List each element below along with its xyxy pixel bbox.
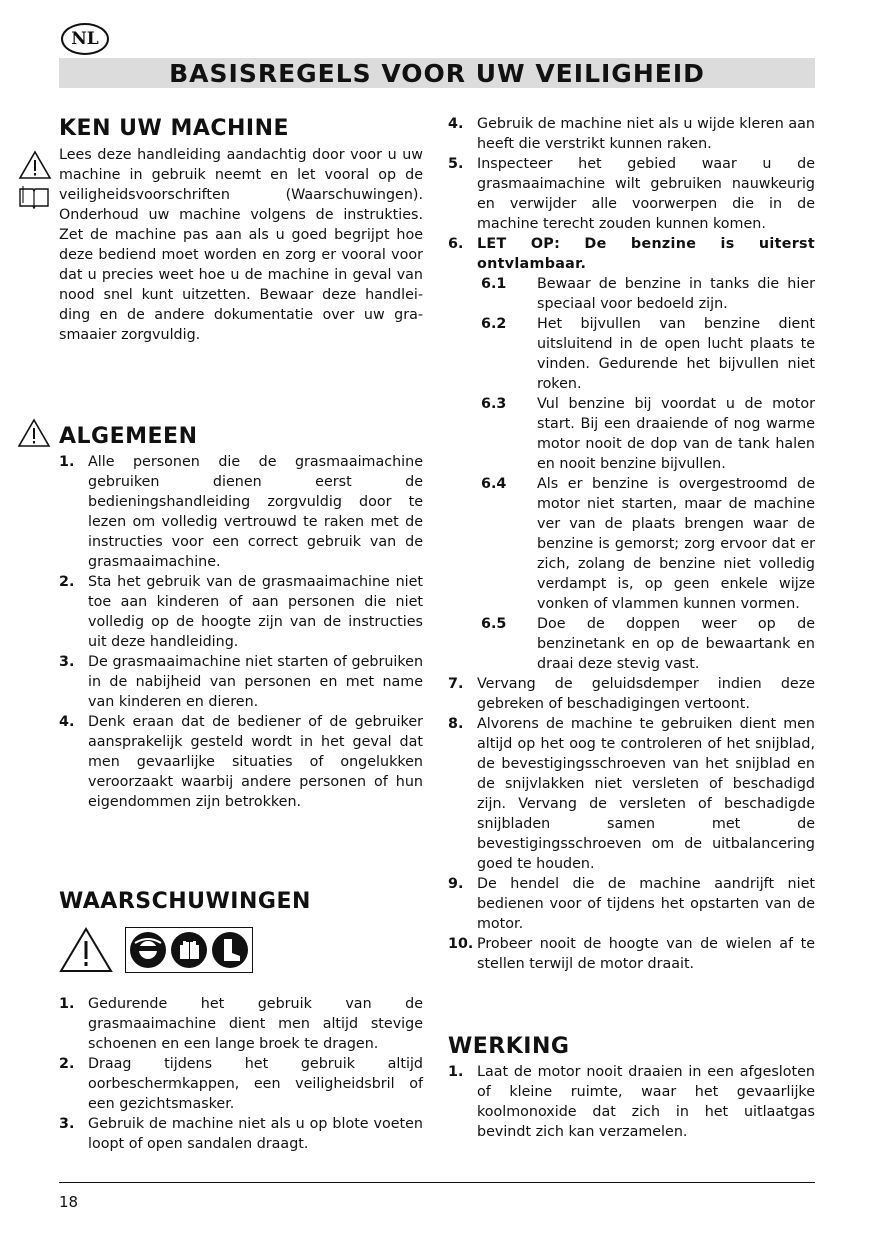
- list-item: [59, 652, 423, 712]
- list-item: [448, 714, 815, 874]
- item-number: 1.: [59, 996, 75, 1012]
- item-number: 4.: [59, 714, 75, 730]
- safety-boots-icon: [211, 931, 249, 969]
- sub-list-item: [481, 314, 815, 394]
- list-item: [448, 114, 815, 154]
- sub-item-text: Doe de doppen weer op de benzinetank en op de bewaartank en draai deze stevig vast.: [537, 616, 815, 672]
- item-text: Vervang de geluidsdemper indien deze gebreken of beschadigingen vertoont.: [477, 676, 815, 712]
- sub-list-item: [481, 614, 815, 674]
- list-item: [59, 572, 423, 652]
- sub-item-number: 6.4: [481, 476, 507, 492]
- item-number: 5.: [448, 156, 464, 172]
- sub-item-text: Het bijvullen van benzine dient uitsluitend in de open lucht plaats te vinden. Gedurende het bijvullen niet roken.: [537, 316, 815, 392]
- language-badge: NL: [61, 23, 109, 55]
- warning-triangle-icon: [18, 150, 52, 180]
- item-text: De grasmaaimachine niet starten of gebruiken in de nabijheid van personen en met name van kinderen en dieren.: [88, 654, 423, 710]
- item-number: 3.: [59, 654, 75, 670]
- item-number: 4.: [448, 116, 464, 132]
- list-item: [59, 712, 423, 812]
- item-text: Alvorens de machine te gebruiken dient men altijd op het oog te controleren of het snijblad, de bevestigingsschroeven van het snijblad en de snijvlakken niet versleten of beschadigd zijn. Vervang de versleten of beschadigde snijbladen samen met de bevestigingsschroeven om de uitbalancering goed te houden.: [477, 716, 815, 872]
- item-text: Gedurende het gebruik van de grasmaaimachine dient men altijd stevige schoenen en een lange broek te dragen.: [88, 996, 423, 1052]
- sub-item-text: Als er benzine is overgestroomd de motor niet starten, maar de machine ver van de plaats brengen waar de benzine is gemorst; zorg ervoor dat er zich, zolang de benzine niet volledig verdampt is, op geen enkele wijze vonken of vlammen kunnen vormen.: [537, 476, 815, 612]
- item-number: 9.: [448, 876, 464, 892]
- item-number: 8.: [448, 716, 464, 732]
- sub-item-number: 6.2: [481, 316, 507, 332]
- item-number: 7.: [448, 676, 464, 692]
- item-number: 3.: [59, 1116, 75, 1132]
- item-text: Denk eraan dat de bediener of de gebruiker aansprakelijk gesteld wordt in het geval dat men gevaarlijke situaties of ongelukken veroorzaakt waarbij andere personen of hun eigendommen zijn betrokken.: [88, 714, 423, 810]
- list-item: [59, 994, 423, 1054]
- right-column: [448, 114, 815, 1142]
- item-text: Draag tijdens het gebruik altijd oorbeschermkappen, een veiligheidsbril of een gezichtsmasker.: [88, 1056, 423, 1112]
- item-text: LET OP: De benzine is uiterst ontvlambaar.: [477, 236, 815, 272]
- item-number: 2.: [59, 1056, 75, 1072]
- list-item: [59, 452, 423, 572]
- sub-list-item: [481, 474, 815, 614]
- item-text: Sta het gebruik van de grasmaaimachine niet toe aan kinderen of aan personen die niet volledig op de hoogte zijn van de instructies uit deze handleiding.: [88, 574, 423, 650]
- list-item: [59, 1054, 423, 1114]
- safety-pictograms: [59, 925, 423, 973]
- list-item: [448, 154, 815, 234]
- item-text: Inspecteer het gebied waar u de grasmaaimachine wilt gebruiken nauwkeurig en verwijder alle voorwerpen die in de machine terecht zouden kunnen komen.: [477, 156, 815, 232]
- item-number: 10.: [448, 936, 474, 952]
- item-text: Laat de motor nooit draaien in een afgesloten of kleine ruimte, waar het gevaarlijke koolmonoxide dat zich in het uitlaatgas bevindt zich kan verzamelen.: [477, 1064, 815, 1140]
- sub-list-item: [481, 274, 815, 314]
- sub-list-item: [481, 394, 815, 474]
- item-number: 1.: [59, 454, 75, 470]
- section-heading-ken: KEN UW MACHINE: [59, 116, 290, 141]
- sub-item-number: 6.3: [481, 396, 507, 412]
- list-item: [448, 874, 815, 934]
- warning-triangle-icon: [59, 927, 113, 973]
- sub-item-number: 6.5: [481, 616, 507, 632]
- manual-book-icon: [18, 185, 50, 209]
- item-number: 6.: [448, 236, 464, 252]
- list-item: [59, 1114, 423, 1154]
- list-item: [448, 234, 815, 274]
- item-text: Alle personen die de grasmaaimachine gebruiken dienen eerst de bedieningshandleiding zorgvuldig door te lezen om volledig vertrouwd te raken met de instructies voor een correct gebruik van de grasmaaimachine.: [88, 454, 423, 570]
- item-text: De hendel die de machine aandrijft niet bedienen voor of tijdens het opstarten van de motor.: [477, 876, 815, 932]
- item-number: 2.: [59, 574, 75, 590]
- list-item: [448, 674, 815, 714]
- left-column: [59, 114, 423, 1154]
- sub-item-number: 6.1: [481, 276, 507, 292]
- item-text: Gebruik de machine niet als u op blote voeten loopt of open sandalen draagt.: [88, 1116, 423, 1152]
- sub-item-text: Bewaar de benzine in tanks die hier speciaal voor bedoeld zijn.: [537, 276, 815, 312]
- list-item: [448, 1062, 815, 1142]
- warning-triangle-icon: [17, 418, 51, 448]
- page-title: BASISREGELS VOOR UW VEILIGHEID: [59, 58, 815, 88]
- gloves-icon: [170, 931, 208, 969]
- sub-item-text: Vul benzine bij voordat u de motor start. Bij een draaiende of nog warme motor nooit de dop van de tank halen en nooit benzine bijvullen.: [537, 396, 815, 472]
- list-item: [448, 934, 815, 974]
- section-heading-algemeen: ALGEMEEN: [59, 424, 198, 449]
- item-text: Probeer nooit de hoogte van de wielen af te stellen terwijl de motor draait.: [477, 936, 815, 972]
- section-heading-waarschuwingen: WAARSCHUWINGEN: [59, 889, 311, 914]
- item-text: Gebruik de machine niet als u wijde kleren aan heeft die verstrikt kunnen raken.: [477, 116, 815, 152]
- section-heading-werking: WERKING: [448, 1034, 570, 1059]
- item-number: 1.: [448, 1064, 464, 1080]
- face-protection-icon: [129, 931, 167, 969]
- footer-divider: [59, 1182, 815, 1183]
- ken-paragraph: Lees deze handleiding aandachtig door voor u uw machine in gebruik neemt en let vooral op de veiligheidsvoorschriften (Waarschuwingen). Onderhoud uw machine volgens de instrukties. Zet de machine pas aan als u goed begrijpt hoe deze bediend moet worden en zorg er vooral voor dat u precies weet hoe u de machine in geval van nood snel kunt uitzetten. Bewaar deze handlei- ding en de andere dokumentatie over uw gra- smaaier zorgvuldig.: [59, 147, 423, 343]
- page-number: 18: [59, 1193, 79, 1211]
